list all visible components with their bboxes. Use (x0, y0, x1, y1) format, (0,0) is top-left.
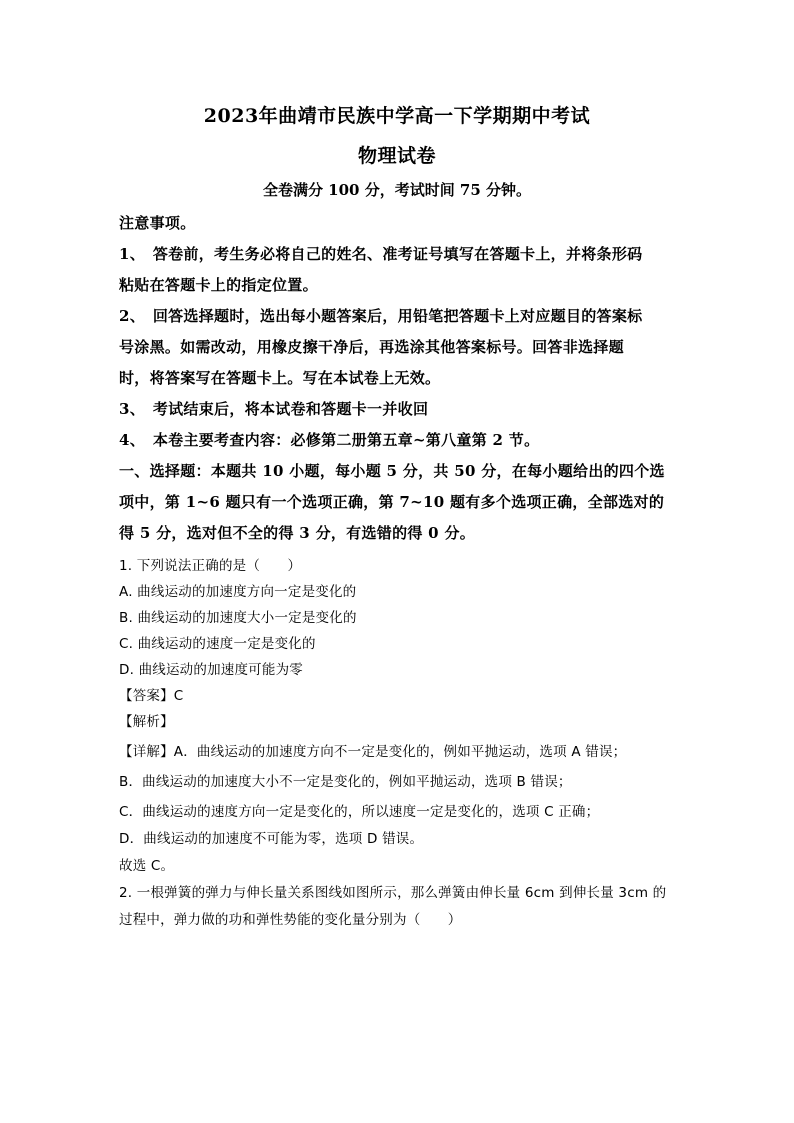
question-2-stem: 2. 一根弹簧的弹力与伸长量关系图线如图所示，那么弹簧由伸长量 6cm 到伸长量 3cm 的 (119, 885, 667, 901)
exam-subject: 物理试卷 (357, 145, 436, 167)
note-line: 2、 回答选择题时，选出每小题答案后，用铅笔把答题卡上对应题目的答案标 (119, 307, 643, 325)
question-1-detail: 【详解】A．曲线运动的加速度方向不一定是变化的，例如平抛运动，选项 A 错误； (119, 744, 627, 760)
note-line: 号涂黑。如需改动，用橡皮擦干净后，再选涂其他答案标号。回答非选择题 (119, 338, 624, 356)
question-1-option-a: A. 曲线运动的加速度方向一定是变化的 (119, 584, 357, 600)
note-line: 3、 考试结束后，将本试卷和答题卡一并收回 (119, 400, 429, 418)
section-heading: 一、选择题：本题共 10 小题，每小题 5 分，共 50 分，在每小题给出的四个选 (119, 462, 665, 480)
notes-heading: 注意事项。 (119, 214, 196, 232)
note-line: 4、 本卷主要考查内容：必修第二册第五章~第八童第 2 节。 (119, 431, 540, 449)
note-line: 时，将答案写在答题卡上。写在本试卷上无效。 (119, 369, 441, 387)
section-instruction: 得 5 分，选对但不全的得 3 分，有选错的得 0 分。 (119, 524, 476, 542)
section-instruction: 项中，第 1~6 题只有一个选项正确，第 7~10 题有多个选项正确，全部选对的 (119, 493, 665, 511)
question-1-option-d: D. 曲线运动的加速度可能为零 (119, 662, 303, 678)
question-1-detail: C．曲线运动的速度方向一定是变化的，所以速度一定是变化的，选项 C 正确； (119, 804, 600, 820)
question-1-conclusion: 故选 C。 (119, 858, 175, 874)
question-1-stem: 1. 下列说法正确的是（ ） (119, 558, 302, 574)
exam-info: 全卷满分 100 分，考试时间 75 分钟。 (262, 181, 532, 199)
question-1-answer: 【答案】C (119, 688, 184, 704)
question-2-stem: 过程中，弹力做的功和弹性势能的变化量分别为（ ） (119, 912, 462, 928)
note-line: 粘贴在答题卡上的指定位置。 (119, 276, 318, 294)
question-1-analysis-label: 【解析】 (119, 714, 174, 730)
question-1-option-b: B. 曲线运动的加速度大小一定是变化的 (119, 610, 357, 626)
note-line: 1、 答卷前，考生务必将自己的姓名、准考证号填写在答题卡上，并将条形码 (119, 245, 643, 263)
question-1-detail: D．曲线运动的加速度不可能为零，选项 D 错误。 (119, 831, 424, 847)
exam-title: 2023年曲靖市民族中学高一下学期期中考试 (203, 105, 591, 127)
question-1-option-c: C. 曲线运动的速度一定是变化的 (119, 636, 316, 652)
question-1-detail: B．曲线运动的加速度大小不一定是变化的，例如平抛运动，选项 B 错误； (119, 774, 572, 790)
